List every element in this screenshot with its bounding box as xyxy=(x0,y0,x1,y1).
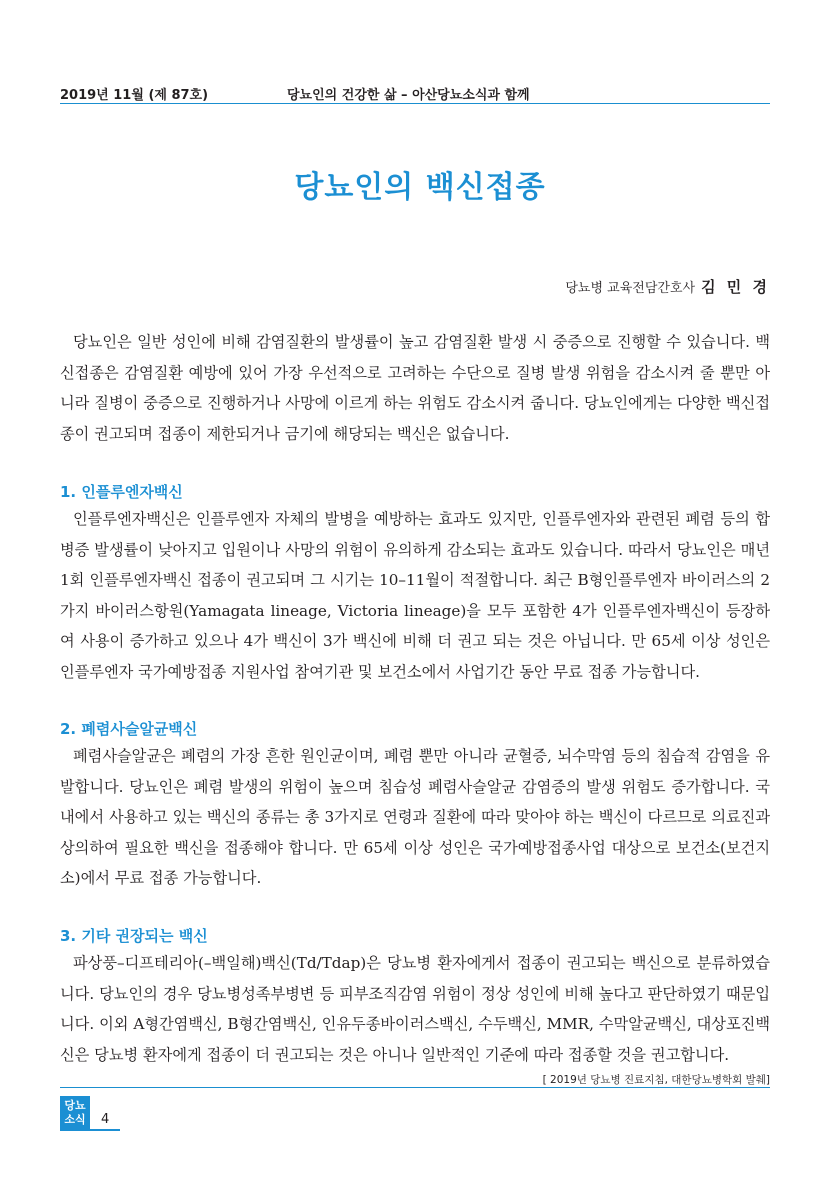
footer-accent-bar xyxy=(60,1129,120,1131)
byline xyxy=(565,276,770,297)
publication-title: 당뇨인의 건강한 삶 – 아산당뇨소식과 함께 xyxy=(287,88,530,103)
section-title-pneumococcal: 2. 폐렴사슬알균백신 xyxy=(60,720,198,738)
intro-paragraph: 당뇨인은 일반 성인에 비해 감염질환의 발생률이 높고 감염질환 발생 시 중증으로 진행할 수 있습니다. 백신접종은 감염질환 예방에 있어 가장 우선적으로 고려하는 수단으로 질병 발생 위험을 감소시켜 줄 뿐만 아니라 질병이 중증으로 진행하거나 사망에 이르게 하는 위험도 감소시켜 줍니다. 당뇨인에게는 다양한 백신접종이 권고되며 접종이 제한되거나 금기에 해당되는 백신은 없습니다. xyxy=(60,333,770,443)
section-body-influenza: 인플루엔자백신은 인플루엔자 자체의 발병을 예방하는 효과도 있지만, 인플루엔자와 관련된 폐렴 등의 합병증 발생률이 낮아지고 입원이나 사망의 위험이 유의하게 감소되는 효과도 있습니다. 따라서 당뇨인은 매년 1회 인플루엔자백신 접종이 권고되며 그 시기는 10–11월이 적절합니다. 최근 B형인플루엔자 바이러스의 2가지 바이러스항원(Yamagata lineage, Victoria lineage)을 모두 포함한 4가 인플루엔자백신이 등장하여 사용이 증가하고 있으나 4가 백신이 3가 백신에 비해 더 권고 되는 것은 아닙니다. 만 65세 이상 성인은 인플루엔자 국가예방접종 지원사업 참여기관 및 보건소에서 사업기간 동안 무료 접종 가능합니다. xyxy=(60,510,770,681)
section-body-pneumococcal: 폐렴사슬알균은 폐렴의 가장 흔한 원인균이며, 폐렴 뿐만 아니라 균혈증, 뇌수막염 등의 침습적 감염을 유발합니다. 당뇨인은 폐렴 발생의 위험이 높으며 침습성 폐렴사슬알균 감염증의 발생 위험도 증가합니다. 국내에서 사용하고 있는 백신의 종류는 총 3가지로 연령과 질환에 따라 맞아야 하는 백신이 다르므로 의료진과 상의하여 필요한 백신을 접종해야 합니다. 만 65세 이상 성인은 국가예방접종사업 대상으로 보건소(보건지소)에서 무료 접종 가능합니다. xyxy=(60,747,770,887)
header-rule xyxy=(60,103,770,104)
page-number: 4 xyxy=(101,1112,110,1127)
newsletter-badge xyxy=(60,1096,90,1130)
source-citation: [ 2019년 당뇨병 진료지침, 대한당뇨병학회 발췌] xyxy=(542,1074,770,1086)
page-header xyxy=(60,84,770,104)
badge-line-1: 당뇨 xyxy=(64,1099,86,1112)
badge-line-2: 소식 xyxy=(64,1113,86,1126)
section-title-other: 3. 기타 권장되는 백신 xyxy=(60,927,208,945)
footer-rule xyxy=(60,1087,770,1088)
section-body-other: 파상풍–디프테리아(–백일해)백신(Td/Tdap)은 당뇨병 환자에게서 접종이 권고되는 백신으로 분류하였습니다. 당뇨인의 경우 당뇨병성족부병변 등 피부조직감염 위험이 정상 성인에 비해 높다고 판단하였기 때문입니다. 이외 A형간염백신, B형간염백신, 인유두종바이러스백신, 수두백신, MMR, 수막알균백신, 대상포진백신은 당뇨병 환자에게 접종이 더 권고되는 것은 아니나 일반적인 기준에 따라 접종할 것을 권고합니다. xyxy=(60,954,770,1064)
section-title-influenza: 1. 인플루엔자백신 xyxy=(60,483,183,501)
article-title: 당뇨인의 백신접종 xyxy=(294,170,546,205)
author-name: 김 민 경 xyxy=(701,278,770,296)
author-role: 당뇨병 교육전담간호사 xyxy=(565,281,696,296)
issue-label: 2019년 11월 (제 87호) xyxy=(60,88,209,103)
